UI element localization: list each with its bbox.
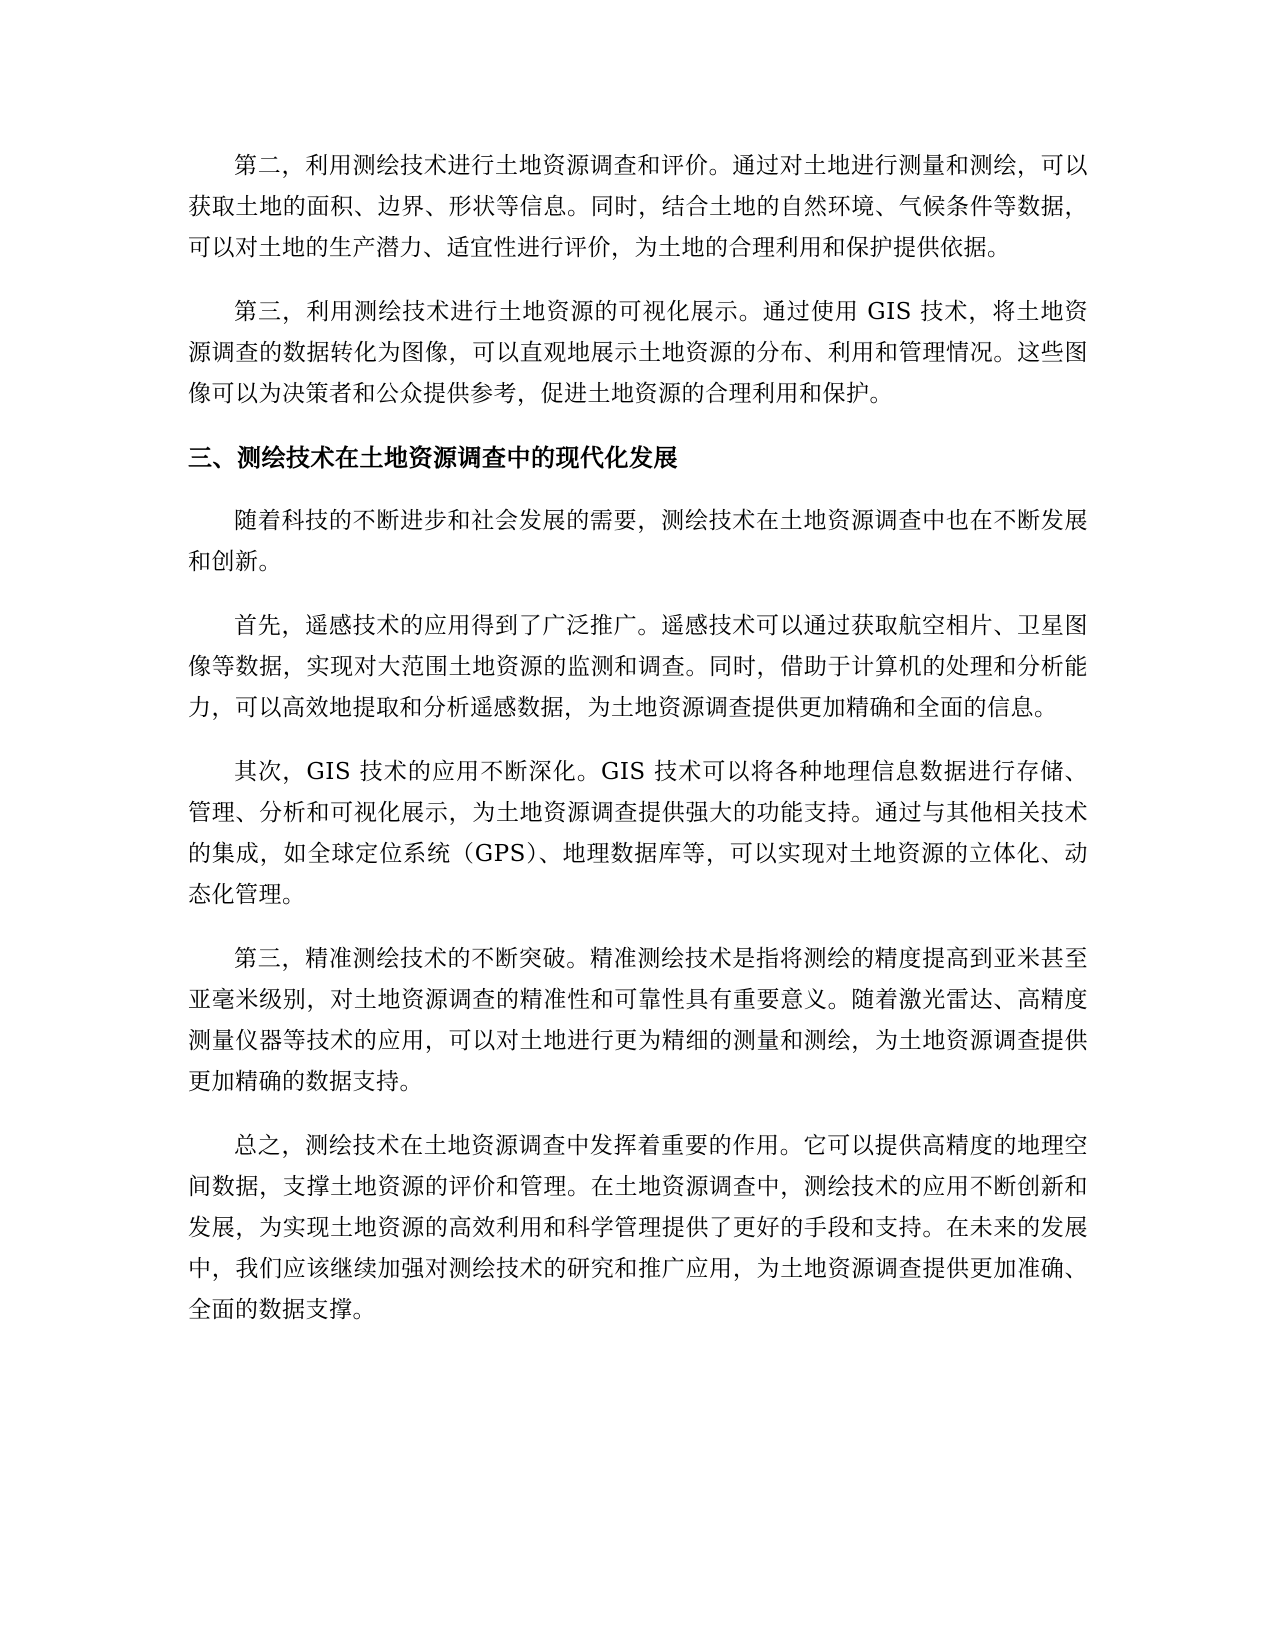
section-heading: 三、测绘技术在土地资源调查中的现代化发展 <box>188 444 678 472</box>
paragraph-remote-sensing: 首先，遥感技术的应用得到了广泛推广。遥感技术可以通过获取航空相片、卫星图像等数据，实现对大范围土地资源的监测和调查。同时，借助于计算机的处理和分析能力，可以高效地提取和分析遥感数据，为土地资源调查提供更加精确和全面的信息。 <box>188 613 1088 721</box>
paragraph-conclusion: 总之，测绘技术在土地资源调查中发挥着重要的作用。它可以提供高精度的地理空间数据，支撑土地资源的评价和管理。在土地资源调查中，测绘技术的应用不断创新和发展，为实现土地资源的高效利用和科学管理提供了更好的手段和支持。在未来的发展中，我们应该继续加强对测绘技术的研究和推广应用，为土地资源调查提供更加准确、全面的数据支撑。 <box>188 1133 1088 1323</box>
paragraph-visualization: 第三，利用测绘技术进行土地资源的可视化展示。通过使用 GIS 技术，将土地资源调查的数据转化为图像，可以直观地展示土地资源的分布、利用和管理情况。这些图像可以为决策者和公众提供参考，促进土地资源的合理利用和保护。 <box>188 299 1088 407</box>
paragraph-precision-surveying: 第三，精准测绘技术的不断突破。精准测绘技术是指将测绘的精度提高到亚米甚至亚毫米级别，对土地资源调查的精准性和可靠性具有重要意义。随着激光雷达、高精度测量仪器等技术的应用，可以对土地进行更为精细的测量和测绘，为土地资源调查提供更加精确的数据支持。 <box>188 946 1088 1095</box>
paragraph-land-survey-evaluation: 第二，利用测绘技术进行土地资源调查和评价。通过对土地进行测量和测绘，可以获取土地的面积、边界、形状等信息。同时，结合土地的自然环境、气候条件等数据，可以对土地的生产潜力、适宜性进行评价，为土地的合理利用和保护提供依据。 <box>188 153 1088 261</box>
document-body <box>188 146 1088 1354</box>
paragraph-intro: 随着科技的不断进步和社会发展的需要，测绘技术在土地资源调查中也在不断发展和创新。 <box>188 508 1088 575</box>
paragraph-gis: 其次，GIS 技术的应用不断深化。GIS 技术可以将各种地理信息数据进行存储、管理、分析和可视化展示，为土地资源调查提供强大的功能支持。通过与其他相关技术的集成，如全球定位系统（GPS）、地理数据库等，可以实现对土地资源的立体化、动态化管理。 <box>188 759 1088 908</box>
